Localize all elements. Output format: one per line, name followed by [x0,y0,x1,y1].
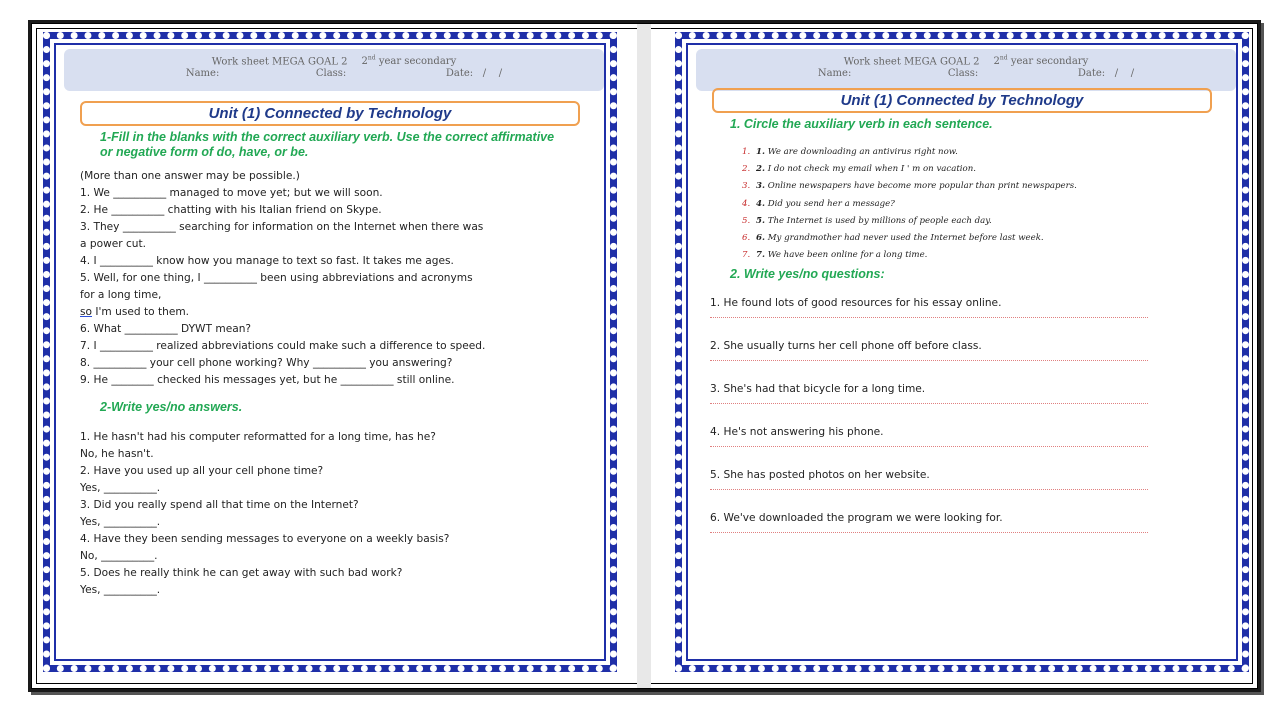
exercise-2-text [80,429,449,599]
answer-write-line[interactable] [710,532,1148,533]
exercise-line: 1. We __________ managed to move yet; but we will soon. [80,187,383,199]
unit-title: Unit (1) Connected by Technology [80,101,580,126]
exercise-1-text [80,168,485,389]
question-line: 5. She has posted photos on her website. [710,469,930,481]
header-title-line [64,55,604,67]
answer-line: 3. Did you really spend all that time on the Internet? [80,499,359,511]
header-title-line [696,55,1236,67]
answer-write-line[interactable] [710,317,1148,318]
list-item: 5. 5. The Internet is used by millions of people each day. [742,215,992,226]
instruction-yes-no-questions: 2. Write yes/no questions: [730,267,885,281]
worksheet-page-left [43,32,617,672]
worksheet-header [64,49,604,91]
date-slashes: / / [1114,68,1135,80]
exercise-line: for a long time, [80,289,162,301]
question-line: 6. We've downloaded the program we were looking for. [710,512,1003,524]
question-line: 4. He's not answering his phone. [710,426,884,438]
name-label: Name: [185,68,220,80]
list-item: 3. 3. Online newspapers have become more popular than print newspapers. [742,181,1077,192]
question-line: 1. He found lots of good resources for his essay online. [710,297,1002,309]
list-item: 2. 2. I do not check my email when I ' m on vacation. [742,164,976,175]
class-label: Class: [315,68,347,80]
answer-write-line[interactable] [710,403,1148,404]
answer-write-line[interactable] [710,360,1148,361]
answer-line: 5. Does he really think he can get away with such bad work? [80,567,403,579]
list-item: 7. 7. We have been online for a long time. [742,250,928,261]
answer-line: 1. He hasn't had his computer reformatted for a long time, has he? [80,431,436,443]
answer-write-line[interactable] [710,446,1148,447]
header-grade: 2nd year secondary [993,55,1089,68]
worksheet-page-right [675,32,1249,672]
questions-list [710,297,1148,555]
list-item: 1. 1. We are downloading an antivirus right now. [742,147,958,157]
date-slashes: / / [482,68,503,80]
question-line: 2. She usually turns her cell phone off before class. [710,340,982,352]
date-label: Date: [1077,68,1106,80]
exercise-line: a power cut. [80,238,147,250]
header-fields [64,68,604,79]
answer-line: No, __________. [80,550,158,562]
answer-line: 4. Have they been sending messages to everyone on a weekly basis? [80,533,450,545]
answer-line: 2. Have you used up all your cell phone time? [80,465,324,477]
exercise-line: 6. What __________ DYWT mean? [80,323,252,335]
exercise-line: 8. __________ your cell phone working? Why __________ you answering? [80,357,453,369]
exercise-line: 9. He ________ checked his messages yet, but he __________ still online. [80,374,455,386]
list-item: 4. 4. Did you send her a message? [742,198,895,209]
exercise-line: 3. They __________ searching for information on the Internet when there was [80,221,484,233]
exercise-line: 2. He __________ chatting with his Italian friend on Skype. [80,204,382,216]
header-fields [696,68,1236,79]
answer-line: Yes, __________. [80,584,161,596]
underlined-word: so [80,306,93,318]
date-label: Date: [445,68,474,80]
question-line: 3. She's had that bicycle for a long time. [710,383,926,395]
instruction-fill-blanks: 1-Fill in the blanks with the correct auxiliary verb. Use the correct affirmative or negative form of do, have, or be. [100,130,555,159]
exercise-line: 4. I __________ know how you manage to text so fast. It takes me ages. [80,255,454,267]
exercise-line: 5. Well, for one thing, I __________ been using abbreviations and acronyms [80,272,473,284]
answer-line: Yes, __________. [80,482,161,494]
header-title: Work sheet MEGA GOAL 2 [211,56,348,68]
exercise-line: (More than one answer may be possible.) [80,170,300,182]
instruction-yes-no-answers: 2-Write yes/no answers. [100,400,243,414]
page-gutter [637,24,651,688]
name-label: Name: [817,68,852,80]
circle-list [742,144,1077,264]
answer-line: Yes, __________. [80,516,161,528]
instruction-circle-auxiliary: 1. Circle the auxiliary verb in each sentence. [730,117,993,131]
answer-write-line[interactable] [710,489,1148,490]
exercise-line: so I'm used to them. [80,306,190,318]
header-title: Work sheet MEGA GOAL 2 [843,56,980,68]
list-item: 6. 6. My grandmother had never used the Internet before last week. [742,232,1044,243]
worksheet-header [696,49,1236,91]
unit-title: Unit (1) Connected by Technology [712,88,1212,113]
exercise-line: 7. I __________ realized abbreviations could make such a difference to speed. [80,340,486,352]
header-grade: 2nd year secondary [361,55,457,68]
class-label: Class: [947,68,979,80]
answer-line: No, he hasn't. [80,448,154,460]
